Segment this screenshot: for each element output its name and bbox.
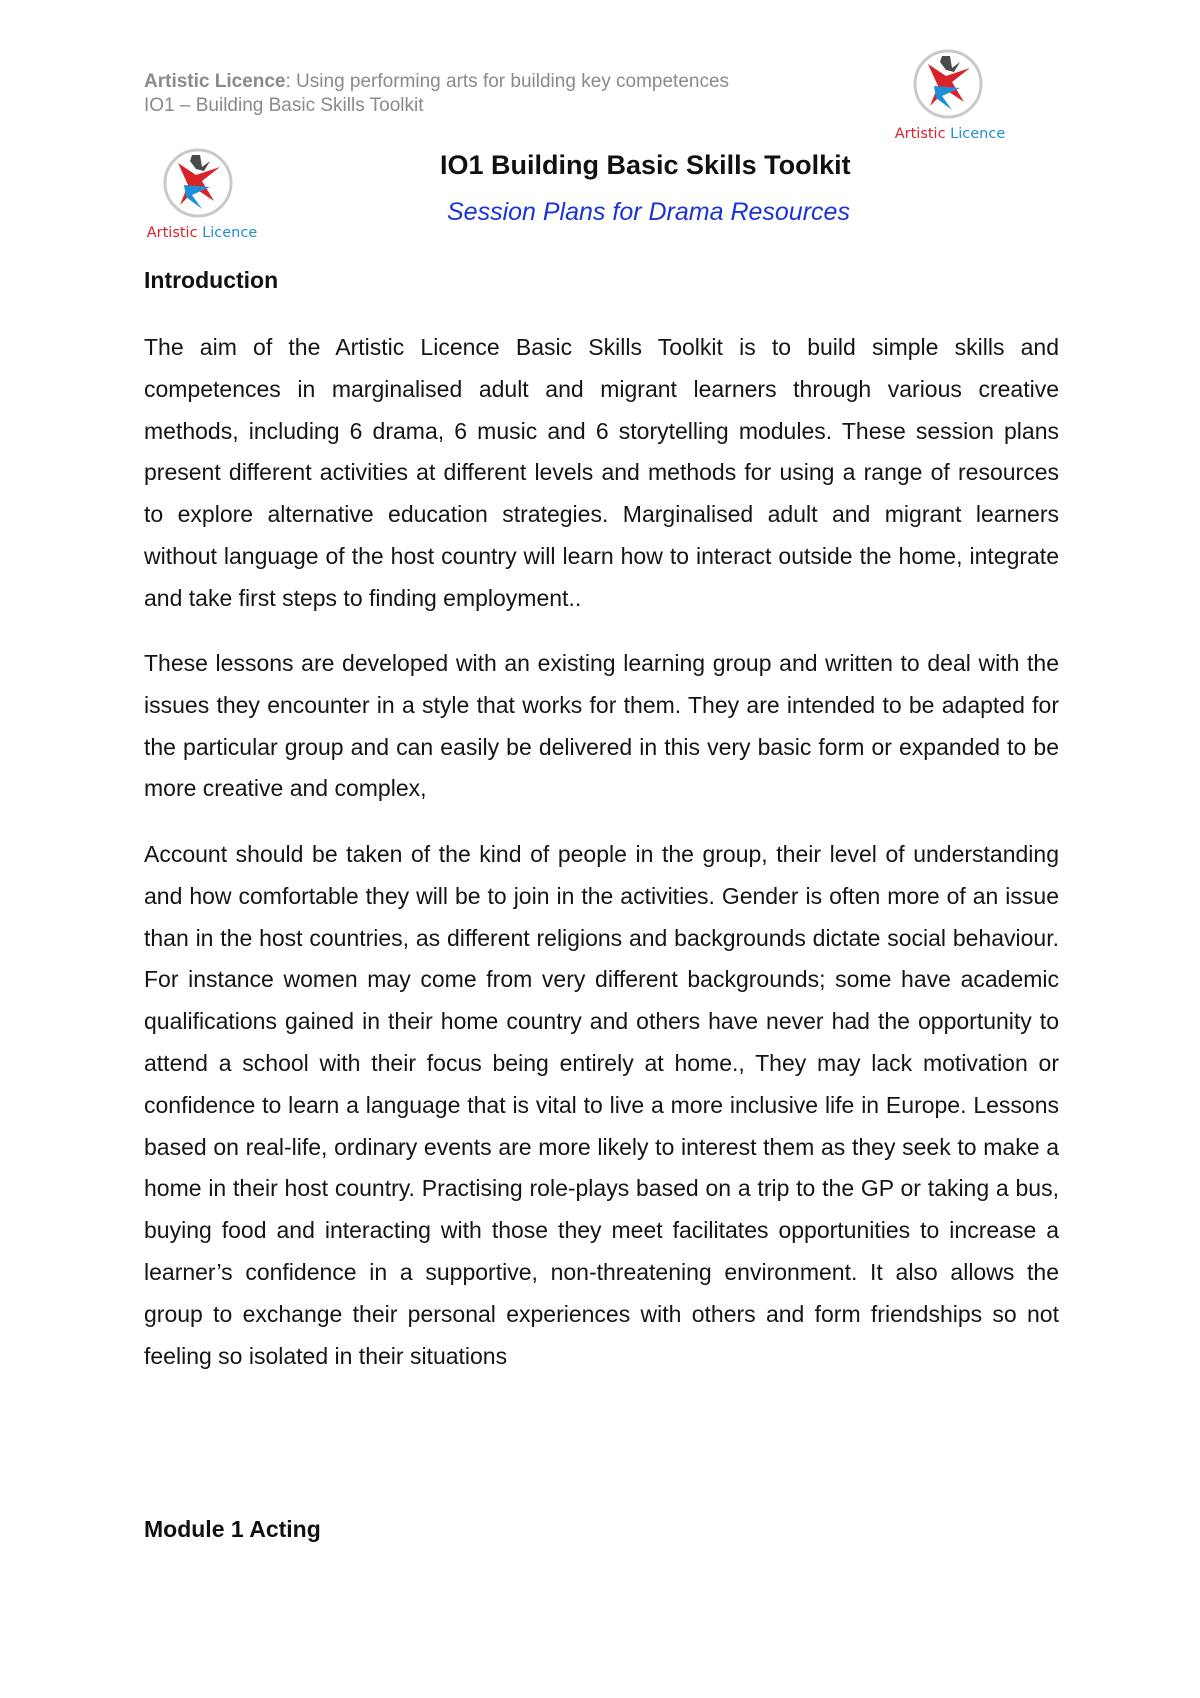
- header-tagline: : Using performing arts for building key competences: [285, 71, 730, 92]
- intro-paragraph-3: Account should be taken of the kind of people in the group, their level of understanding and how comfortable they will be to join in the activities. Gender is often more of an issue than in the host countries, as different religions and backgrounds dictate social behaviour. For instance women may come from very different backgrounds; some have academic qualifications gained in their home country and others have never had the opportunity to attend a school with their focus being entirely at home., They may lack motivation or confidence to learn a language that is vital to live a more inclusive life in Europe. Lessons based on real-life, ordinary events are more likely to interest them as they seek to make a home in their host country. Practising role-plays based on a trip to the GP or taking a bus, buying food and interacting with those they meet facilitates opportunities to increase a learner’s confidence in a supportive, non-threatening environment. It also allows the group to exchange their personal experiences with others and form friendships so not feeling so isolated in their situations: [144, 841, 1059, 1369]
- logo-emblem-icon: [890, 46, 1010, 126]
- document-subtitle: Session Plans for Drama Resources: [447, 198, 850, 226]
- header-line-1: [144, 70, 729, 94]
- artistic-licence-logo-left: [142, 145, 262, 241]
- logo-emblem-icon: [142, 145, 262, 225]
- header-line-2: IO1 – Building Basic Skills Toolkit: [144, 95, 424, 116]
- introduction-heading: Introduction: [144, 267, 279, 293]
- running-header: [144, 70, 729, 118]
- header-brand: Artistic Licence: [144, 71, 286, 92]
- document-title: IO1 Building Basic Skills Toolkit: [440, 150, 851, 180]
- intro-paragraph-1: The aim of the Artistic Licence Basic Skills Toolkit is to build simple skills and competences in marginalised adult and migrant learners through various creative methods, including 6 drama, 6 music and 6 storytelling modules. These session plans present different activities at different levels and methods for using a range of resources to explore alternative education strategies. Marginalised adult and migrant learners without language of the host country will learn how to interact outside the home, integrate and take first steps to finding employment..: [144, 334, 1059, 611]
- logo-label: Artistic Licence: [146, 225, 258, 241]
- logo-label: Artistic Licence: [894, 126, 1006, 142]
- intro-paragraph-2: These lessons are developed with an existing learning group and written to deal with the issues they encounter in a style that works for them. They are intended to be adapted for the particular group and can easily be delivered in this very basic form or expanded to be more creative and complex,: [144, 650, 1059, 802]
- artistic-licence-logo: [890, 46, 1010, 142]
- module-1-heading: Module 1 Acting: [144, 1516, 321, 1542]
